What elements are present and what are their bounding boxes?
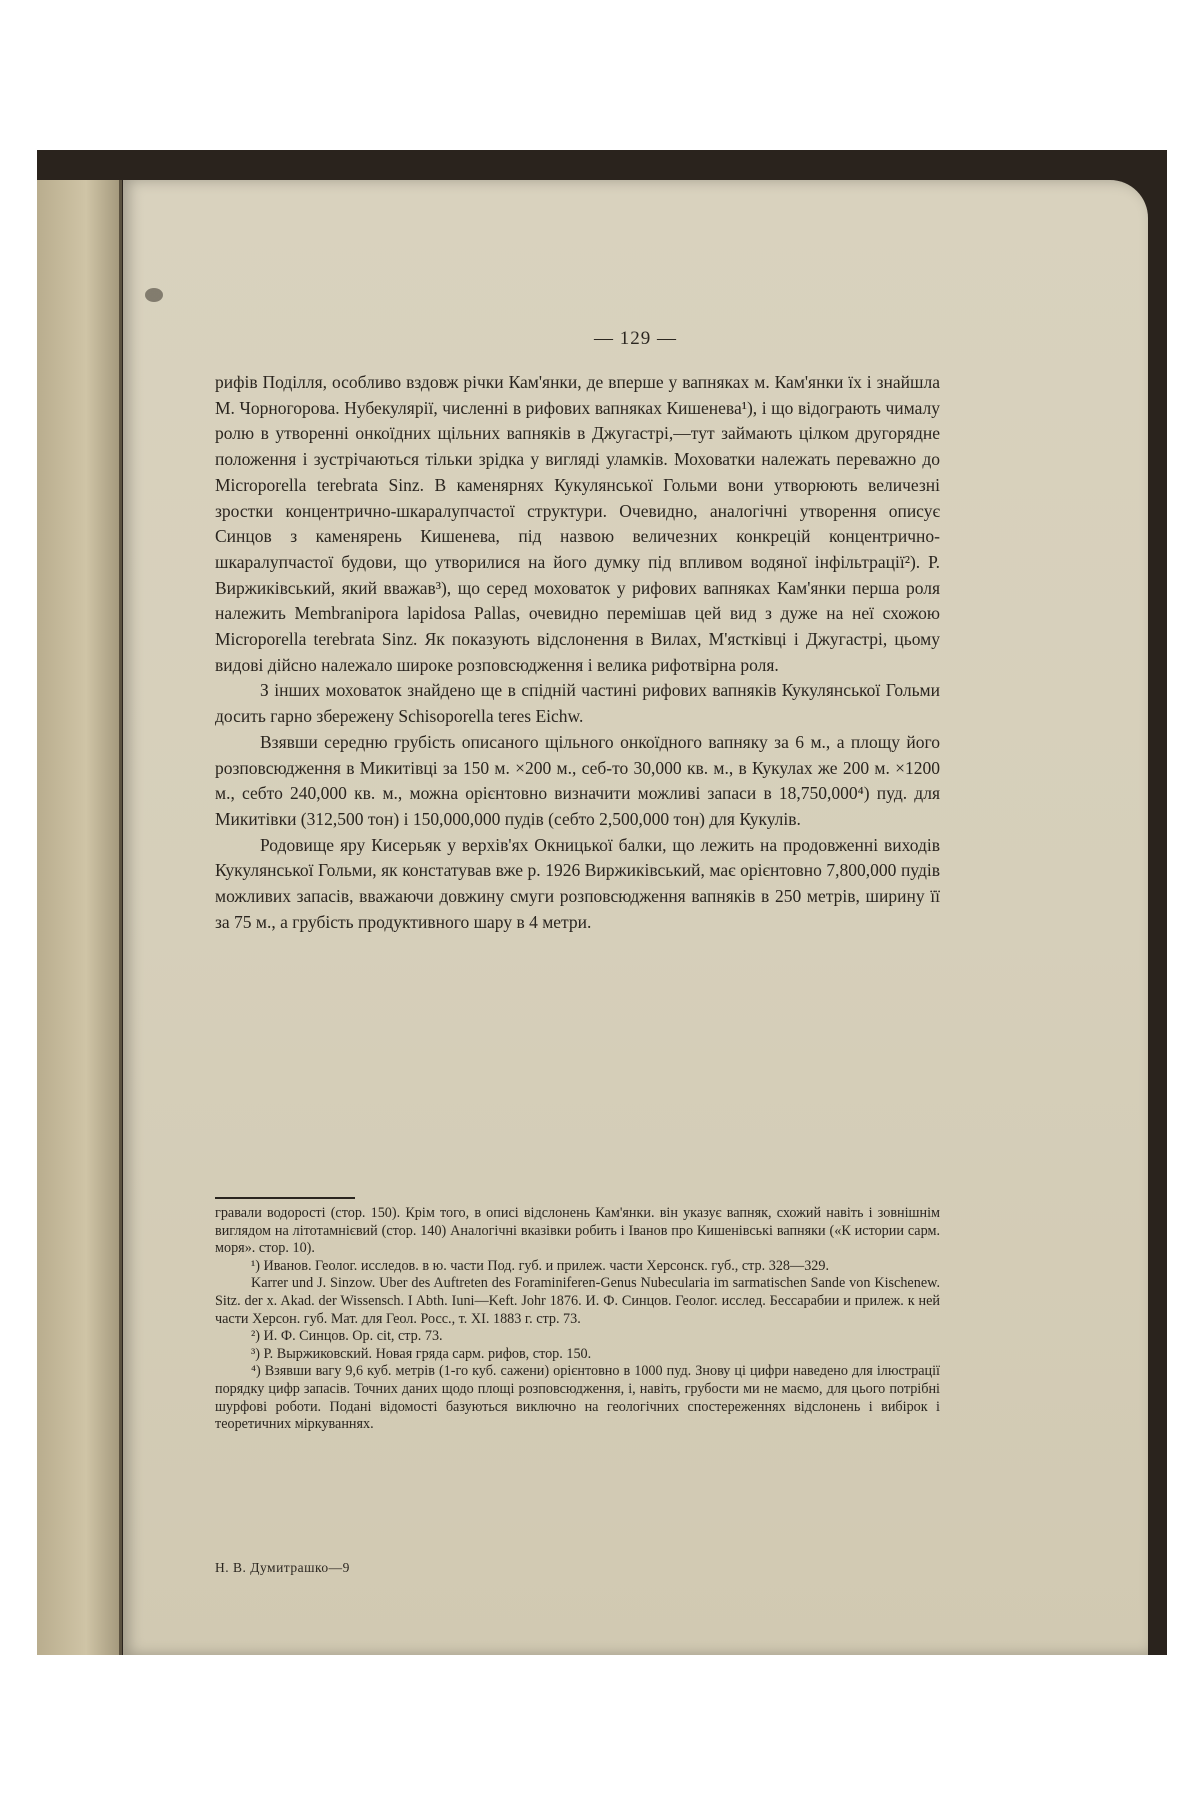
page-number: — 129 — bbox=[594, 328, 677, 349]
footnote-2: ²) И. Ф. Синцов. Op. cit, стр. 73. bbox=[251, 1328, 443, 1345]
signature-mark: Н. В. Думитрашко—9 bbox=[215, 1560, 350, 1575]
footnote-rule bbox=[215, 1197, 355, 1199]
paragraph-3: Взявши середню грубість описаного щільного онкоїдного вапняку за 6 м., а площу його розповсюдження в Микитівці за 150 м. ×200 м., себ-то 30,000 кв. м., в Кукулах же 200 м. ×1200 м., себто 240,000 кв. м., можна орієнтовно визначити можливі запаси в 18,750,000⁴) пуд. для Микитівки (312,500 тон) і 150,000,000 пудів (себто 2,500,000 тон) для Кукулів. bbox=[215, 731, 940, 829]
footnote-continuation: гравали водорості (стор. 150). Крім того, в описі відслонень Кам'янки. він указує вапняк, схожий навіть і зовнішнім виглядом на літотамнієвий (стор. 140) Аналогічні вказівки робить і Іванов про Кишенівські вапняки («К истории сарм. моря». стор. 10). bbox=[215, 1205, 940, 1257]
paragraph-1: рифів Поділля, особливо вздовж річки Кам'янки, де вперше у вапняках м. Кам'янки їх і знайшла М. Чорногорова. Нубекулярії, численні в рифових вапняках Кишенева¹), і що відограють чималу ролю в утворенні онкоїдних щільних вапняків в Джугастрі,—тут займають цілком другорядне положення і зустрічаються тільки зрідка у вигляді уламків. Моховатки належать переважно до Microporella terebrata Sinz. В каменярнях Кукулянської Гольми вони утворюють величезні зростки концентрично-шкаралупчастої структури. Очевидно, аналогічні утворення описує Синцов з каменярень Кишенева, під назвою величезних конкрецій концентрично-шкаралупчастої будови, що утворилися на його думку під впливом водяної інфільтрації²). Р. Виржиківський, який вважав³), що серед моховаток у рифових вапняках Кам'янки перша роля належить Membranipora lapidosa Pallas, очевидно перемішав цей вид з дуже на неї схожою Microporella terebrata Sinz. Як показують відслонення в Вилах, М'ястківці і Джугастрі, цьому видові дійсно належало широке розповсюдження і велика рифотвірна роля. bbox=[215, 372, 940, 675]
main-text bbox=[215, 370, 940, 935]
left-page-edge bbox=[37, 180, 122, 1655]
footnote-3: ³) Р. Выржиковский. Новая гряда сарм. рифов, стор. 150. bbox=[251, 1345, 592, 1362]
footnotes bbox=[215, 1205, 940, 1434]
footnote-1: ¹) Иванов. Геолог. исследов. в ю. части Под. губ. и прилеж. части Херсонск. губ., стр. 328—329. bbox=[251, 1257, 830, 1274]
book-photo bbox=[37, 150, 1167, 1655]
paragraph-2: З інших моховаток знайдено ще в спідній частині рифових вапняків Кукулянської Гольми досить гарно збережену Schisoporella teres Eichw. bbox=[215, 680, 940, 727]
paragraph-4: Родовище яру Кисерьяк у верхів'ях Окницької балки, що лежить на продовженні виходів Кукулянської Гольми, як констатував вже р. 1926 Виржиківський, має орієнтовно 7,800,000 пудів можливих запасів, вважаючи довжину смуги розповсюдження вапняків в 250 метрів, ширину її за 75 м., а грубість продуктивного шару в 4 метри. bbox=[215, 834, 940, 932]
ink-smudge bbox=[145, 288, 163, 302]
footnote-4: ⁴) Взявши вагу 9,6 куб. метрів (1-го куб. сажени) орієнтовно в 1000 пуд. Знову ці цифри наведено для ілюстрації порядку цифр запасів. Точних даних щодо площі розповсюдження, і, навіть, грубости ми не маємо, для цього потрібні шурфові роботи. Подані відомості базуються виключно на геологічних спостереженнях відслонень і вибірок і теоретичних міркуваннях. bbox=[215, 1363, 940, 1433]
book-page bbox=[123, 180, 1148, 1655]
footnote-1-continued: Karrer und J. Sinzow. Uber des Auftreten des Foraminiferen-Genus Nubecularia im sarmatischen Sande von Kischenew. Sitz. der x. Akad. der Wissensch. I Abth. Iuni—Keft. Johr 1876. И. Ф. Синцов. Геолог. исслед. Бессарабии и прилеж. к ней части Херсон. губ. Мат. для Геол. Росс., т. XI. 1883 г. стр. 73. bbox=[215, 1275, 940, 1327]
